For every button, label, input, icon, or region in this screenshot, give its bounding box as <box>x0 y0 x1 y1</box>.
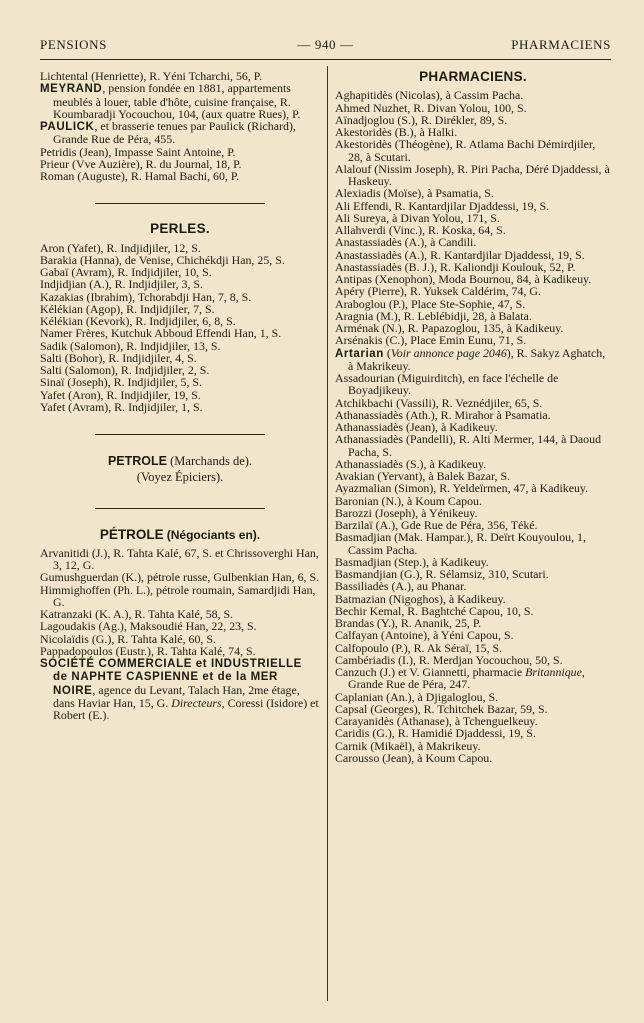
section-subtitle: (Marchands de). <box>170 454 253 468</box>
listing-entry: Ali Sureya, à Divan Yolou, 171, S. <box>335 210 500 225</box>
listing-entry: Namer Frères, Kutchuk Abboud Effendi Han, 1, S. <box>40 326 282 341</box>
listing-name: MEYRAND <box>40 83 103 96</box>
listing-entry: Yafet (Aron), R. Indjidjiler, 19, S. <box>40 387 201 402</box>
listing-entry: Sinaï (Joseph), R. Indjidjiler, 5, S. <box>40 375 203 390</box>
listing-entry-societe <box>40 657 320 721</box>
page-number: — 940 — <box>297 37 354 52</box>
cross-reference-note: (Voyez Épiciers). <box>136 470 224 485</box>
listing-text: , et brasserie tenues par Paulick (Richard), Grande Rue de Péra, 455. <box>53 119 296 147</box>
listing-entry: Gumushguerdan (K.), pétrole russe, Gulbenkian Han, 6, S. <box>40 570 320 585</box>
listing-entry: Capsal (Georges), R. Tchitchek Bazar, 59, S. <box>335 701 548 716</box>
listing-name: SOCIÉTÉ COMMERCIALE et INDUSTRIELLE de NAPHTE CASPIENNE et de la MER NOIRE <box>40 658 302 697</box>
listing-entry: Ayazmalian (Simon), R. Yeldeïrmen, 47, à Kadikeuy. <box>335 481 589 496</box>
listing-entry: Sadik (Salomon), R. Indjidjiler, 13, S. <box>40 338 221 353</box>
listing-text: , agence du Levant, Talach Han, 2me étage, dans Haviar Han, 15, G. <box>53 682 300 710</box>
listing-entry: Arvanitidi (J.), R. Tahta Kalé, 67, S. et Chrissoverghi Han, 3, 12, G. <box>40 545 319 572</box>
listing-entry: Calfayan (Antoine), à Yéni Capou, S. <box>335 628 514 643</box>
listing-entry: Avakian (Yervant), à Balek Bazar, S. <box>335 469 511 483</box>
listing-entry: Basmandjian (G.), R. Sélamsiz, 310, Scutari. <box>335 567 549 581</box>
section-subtitle: (Négociants en). <box>166 527 261 542</box>
listing-entry: Alexiadis (Moïse), à Psamatia, S. <box>335 186 494 201</box>
section-rule <box>95 203 265 204</box>
listing-entry: Aghapitidès (Nicolas), à Cassim Pacha. <box>335 88 524 103</box>
right-column <box>335 70 611 764</box>
listing-entry: Brandas (Y.), R. Ananik, 25, P. <box>335 616 482 630</box>
listing-entry: Ahmed Nuzhet, R. Divan Yolou, 100, S. <box>335 100 527 115</box>
listing-entry: Barozzi (Joseph), à Yénikeuy. <box>335 505 478 520</box>
listing-entry: Petridis (Jean), Impasse Saint Antoine, P. <box>40 144 236 159</box>
directors-names: , Coressi (Isidore) et Robert (E.). <box>53 695 319 722</box>
listing-name: Artarian <box>335 347 384 360</box>
listing-entry: Basmadjian (Step.), à Kadikeuy. <box>335 554 489 569</box>
listing-entry: Araboglou (P.), Place Ste-Sophie, 47, S. <box>335 296 526 311</box>
listing-entry: Basmadjian (Mak. Hampar.), R. Deïrt Kouyoulou, 1, Cassim Pacha. <box>335 530 586 557</box>
listing-entry: Athanassiadès (S.), à Kadikeuy. <box>335 456 487 471</box>
listing-entry: Carnik (Mikaël), à Makrikeuy. <box>335 738 481 753</box>
listing-entry: Kazakias (Ibrahim), Tchorabdji Han, 7, 8, S. <box>40 289 252 304</box>
listing-entry: Nicolaïdis (G.), R. Tahta Kalé, 60, S. <box>40 631 216 646</box>
listing-entry: Himmighoffen (Ph. L.), pétrole roumain, Samardjidi Han, G. <box>40 582 316 609</box>
listing-entry: Anastassiadès (A.), à Candili. <box>335 235 477 250</box>
header-rule <box>40 59 611 60</box>
listing-entry: Atchikbachi (Vassili), R. Veznédjiler, 65, S. <box>335 395 543 410</box>
column-divider <box>327 66 328 1001</box>
listing-entry: Gabaï (Avram), R. Indjidjiler, 10, S. <box>40 265 212 279</box>
listing-entry: Yafet (Avram), R. Indjidjiler, 1, S. <box>40 399 203 414</box>
listing-text: , Grande Rue de Péra, 247. <box>348 665 585 692</box>
listing-text: ), R. Sakyz Aghatch, à Makrikeuy. <box>348 345 606 373</box>
listing-entry: Caplanian (An.), à Djigaloglou, S. <box>335 689 499 704</box>
listing-entry: Barakia (Hanna), de Venise, Chichékdji Han, 25, S. <box>40 252 285 267</box>
left-column <box>40 70 320 721</box>
listing-entry: Carayanidès (Athanase), à Tchenguelkeuy. <box>335 714 538 728</box>
listing-entry: Akestoridès (Théogène), R. Atlama Bachi Démirdjiler, 28, à Scutari. <box>335 137 596 164</box>
listing-entry: Baronian (N.), à Koum Capou. <box>335 493 482 508</box>
listing-entry: Akestoridès (B.), à Halki. <box>335 125 458 139</box>
listing-entry: Carousso (Jean), à Koum Capou. <box>335 750 493 765</box>
listing-entry: Kélékian (Agop), R. Indjidjiler, 7, S. <box>40 301 215 316</box>
listing-entry: Antipas (Xenophon), Moda Bournou, 84, à Kadikeuy. <box>335 272 592 286</box>
listing-entry: Roman (Auguste), R. Hamal Bachi, 60, P. <box>40 169 240 183</box>
listing-entry: Arsénakis (C.), Place Emin Eunu, 71, S. <box>335 333 527 348</box>
listing-entry-canzuch <box>335 666 611 691</box>
listing-entry: Assadourian (Miguirditch), en face l'échelle de Boyadjikeuy. <box>335 371 559 398</box>
listing-entry: Ali Effendi, R. Kantardjilar Djaddessi, 19, S. <box>335 198 550 213</box>
listing-entry: Alalouf (Nissim Joseph), R. Piri Pacha, Déré Djaddessi, à Haskeuy. <box>335 161 610 188</box>
listing-entry: Lichtental (Henriette), R. Yéni Tcharchi, 56, P. <box>40 69 263 83</box>
listing-entry: Pappadopoulos (Eustr.), R. Tahta Kalé, 74, S. <box>40 643 256 658</box>
listing-entry: Anastassiadès (B. J.), R. Kaliondji Koulouk, 52, P. <box>335 259 576 274</box>
listing-name: PAULICK <box>40 121 95 133</box>
listing-text: Canzuch (J.) et V. Giannetti, pharmacie <box>335 665 526 679</box>
listing-entry: Allahverdi (Vinc.), R. Koska, 64, S. <box>335 223 506 237</box>
listing-entry <box>40 82 320 120</box>
listing-entry: Prieur (Vve Auzière), R. du Journal, 18, P. <box>40 156 242 171</box>
listing-entry: Anastassiadès (A.), R. Kantardjilar Djaddessi, 19, S. <box>335 247 585 262</box>
section-title-petrole-negociants <box>40 526 320 542</box>
advert-reference: Voir annonce page 2046 <box>390 345 507 360</box>
section-title: PÉTROLE <box>99 526 164 542</box>
listing-entry: Bechir Kemal, R. Baghtché Capou, 10, S. <box>335 603 534 618</box>
listing-entry: Caridis (G.), R. Hamidié Djaddessi, 19, S. <box>335 726 536 741</box>
listing-entry: Calfopoulo (P.), R. Ak Séraï, 15, S. <box>335 640 503 655</box>
listing-entry: Aron (Yafet), R. Indjidjiler, 12, S. <box>40 240 201 255</box>
listing-entry: Apéry (Pierre), R. Yuksek Caldérim, 74, G. <box>335 284 541 299</box>
listing-entry: Lagoudakis (Ag.), Maksoudié Han, 22, 23, S. <box>40 619 257 634</box>
listing-entry: Athanassiadès (Pandelli), R. Alti Mermer, 144, à Daoud Pacha, S. <box>335 432 602 459</box>
section-rule <box>95 508 265 509</box>
listing-entry: Athanassiadès (Ath.), R. Mirahor à Psamatia. <box>335 407 551 422</box>
section-title: PETROLE <box>107 454 167 468</box>
listing-entry <box>40 120 320 146</box>
section-title-perles: PERLES. <box>150 221 210 237</box>
directors-label: Directeurs <box>171 695 222 710</box>
listing-entry: Indjidjian (A.), R. Indjidjiler, 3, S. <box>40 277 204 292</box>
listing-entry: Cambériadis (I.), R. Merdjan Yocouchou, 50, S. <box>335 652 563 667</box>
listing-entry: Aragnia (M.), R. Leblébidji, 28, à Balata. <box>335 308 532 323</box>
listing-entry: Arménak (N.), R. Papazoglou, 135, à Kadikeuy. <box>335 321 564 335</box>
header-section-left: PENSIONS <box>40 37 107 52</box>
listing-entry: Athanassiadès (Jean), à Kadikeuy. <box>335 420 498 434</box>
listing-entry: Bassiliadès (A.), au Phanar. <box>335 579 467 594</box>
pharmacy-name: Britannique <box>525 665 582 679</box>
section-title-pharmaciens: PHARMACIENS. <box>419 69 527 84</box>
listing-entry: Aïnadjoglou (S.), R. Dirékler, 89, S. <box>335 112 508 127</box>
listing-entry: Salti (Bohor), R. Indjidjiler, 4, S. <box>40 350 197 365</box>
header-section-right: PHARMACIENS <box>511 37 611 52</box>
section-rule <box>95 434 265 435</box>
section-title-petrole-marchands <box>40 455 320 467</box>
listing-entry: Katranzaki (K. A.), R. Tahta Kalé, 58, S. <box>40 607 234 621</box>
listing-entry: Barzilaï (A.), Gde Rue de Péra, 356, Téké. <box>335 518 538 532</box>
listing-entry: Batmazian (Nigoghos), à Kadikeuy. <box>335 591 506 606</box>
listing-entry-artarian: Artarian (Voir annonce page 2046), R. Sakyz Aghatch, à Makrikeuy. <box>335 345 606 373</box>
listing-entry: Salti (Salomon), R. Indjidjiler, 2, S. <box>40 363 210 377</box>
listing-text: , pension fondée en 1881, appartements meublés à louer, table d'hôte, cuisine française, R. Koumbaradji Yocouchou, 104, (aux quatre Rues), P. <box>53 81 301 121</box>
listing-entry: Kélékian (Kevork), R. Indjidjiler, 6, 8, S. <box>40 314 236 328</box>
running-header <box>40 37 611 55</box>
